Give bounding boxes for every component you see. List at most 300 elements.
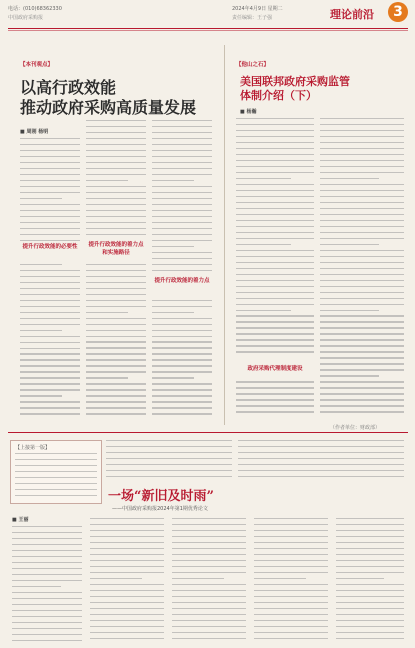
text-line xyxy=(20,138,80,139)
text-line xyxy=(320,184,404,185)
text-line xyxy=(320,321,404,322)
text-line xyxy=(254,542,328,543)
text-line xyxy=(172,608,246,609)
section-title: 理论前沿 xyxy=(330,8,374,21)
text-line xyxy=(15,495,97,496)
text-line xyxy=(86,270,146,271)
text-line xyxy=(336,620,404,621)
text-line xyxy=(152,353,212,354)
bottom-article-subtitle: ——中国政府采购报2024年第1期优秀论文 xyxy=(112,506,208,512)
bottom-column-top xyxy=(106,440,232,480)
text-line xyxy=(320,250,404,251)
left-article-tag: 【本刊观点】 xyxy=(20,62,54,68)
text-line xyxy=(90,536,164,537)
text-line xyxy=(90,614,164,615)
text-line xyxy=(90,554,164,555)
text-line xyxy=(15,453,97,454)
text-line xyxy=(15,489,97,490)
text-line xyxy=(86,389,146,390)
text-line xyxy=(320,357,404,358)
masthead-editor: 责任编辑：王子强 xyxy=(232,15,273,21)
text-line xyxy=(20,270,80,271)
text-line xyxy=(12,556,82,557)
text-line xyxy=(12,532,82,533)
headline-line-1: 以高行政效能 xyxy=(20,78,117,97)
text-line xyxy=(254,572,328,573)
text-line xyxy=(236,244,291,245)
text-line xyxy=(236,411,314,412)
text-line xyxy=(336,542,404,543)
text-line xyxy=(320,363,404,364)
text-line xyxy=(20,395,62,396)
text-line xyxy=(336,632,404,633)
text-block xyxy=(15,453,97,501)
right-column-1 xyxy=(236,118,314,420)
text-line xyxy=(86,306,146,307)
text-line xyxy=(254,602,328,603)
text-line xyxy=(20,318,80,319)
left-article-headline xyxy=(20,78,196,118)
text-line xyxy=(86,330,146,331)
text-line xyxy=(236,250,314,251)
text-line xyxy=(236,232,314,233)
bottom-column-2 xyxy=(90,518,164,642)
text-line xyxy=(152,341,212,342)
text-block xyxy=(236,118,314,417)
text-line xyxy=(86,192,146,193)
text-line xyxy=(86,413,146,414)
text-line xyxy=(236,339,314,340)
text-line xyxy=(152,192,212,193)
text-line xyxy=(254,620,328,621)
text-line xyxy=(12,634,82,635)
text-line xyxy=(12,616,82,617)
right-column-2 xyxy=(320,118,404,420)
text-line xyxy=(236,190,314,191)
text-line xyxy=(152,234,212,235)
text-line xyxy=(152,168,212,169)
text-line xyxy=(320,124,404,125)
text-line xyxy=(152,258,212,259)
text-line xyxy=(90,620,164,621)
text-line xyxy=(106,470,232,471)
text-line xyxy=(12,580,82,581)
text-line xyxy=(236,345,314,346)
text-line xyxy=(20,288,80,289)
text-line xyxy=(336,530,404,531)
text-line xyxy=(236,405,314,406)
text-line xyxy=(15,465,97,466)
text-line xyxy=(86,324,146,325)
text-line xyxy=(20,371,80,372)
text-line xyxy=(152,222,212,223)
text-line xyxy=(20,348,80,349)
text-block xyxy=(106,440,232,480)
text-line xyxy=(20,282,80,283)
text-line xyxy=(320,178,379,179)
text-line xyxy=(86,132,146,133)
text-line xyxy=(236,298,314,299)
text-line xyxy=(20,389,80,390)
text-line xyxy=(236,154,314,155)
masthead-phone: 电话：(010)68362330 xyxy=(8,6,62,12)
text-line xyxy=(152,132,212,133)
text-line xyxy=(236,387,314,388)
left-column-2 xyxy=(86,120,146,420)
text-line xyxy=(320,166,404,167)
text-line xyxy=(152,252,212,253)
text-line xyxy=(172,596,246,597)
text-line xyxy=(90,638,164,639)
text-line xyxy=(236,310,291,311)
text-line xyxy=(336,584,404,585)
text-line xyxy=(86,210,146,211)
text-line xyxy=(320,298,404,299)
text-line xyxy=(90,566,164,567)
text-line xyxy=(254,518,328,519)
text-line xyxy=(20,300,80,301)
bottom-column-1 xyxy=(12,526,82,642)
text-line xyxy=(20,144,80,145)
text-line xyxy=(236,184,314,185)
text-line xyxy=(336,572,404,573)
text-line xyxy=(86,264,146,265)
text-line xyxy=(336,608,404,609)
left-column-1 xyxy=(20,138,80,420)
text-line xyxy=(236,172,314,173)
text-line xyxy=(236,148,314,149)
text-line xyxy=(236,196,314,197)
text-line xyxy=(20,216,80,217)
text-line xyxy=(254,578,306,579)
text-line xyxy=(336,554,404,555)
text-line xyxy=(236,381,314,382)
text-line xyxy=(86,138,146,139)
text-line xyxy=(254,596,328,597)
text-line xyxy=(20,336,80,337)
text-line xyxy=(20,359,80,360)
text-line xyxy=(86,353,146,354)
left-column-3 xyxy=(152,120,212,420)
text-line xyxy=(236,256,314,257)
right-article-title xyxy=(240,75,400,103)
text-line xyxy=(172,542,246,543)
text-line xyxy=(86,168,146,169)
text-line xyxy=(320,399,404,400)
text-line xyxy=(236,214,314,215)
text-line xyxy=(238,446,404,447)
subhead: 提升行政效能的必要性 xyxy=(22,244,78,250)
text-line xyxy=(12,604,82,605)
header-rule-thin xyxy=(8,30,408,31)
text-line xyxy=(336,536,404,537)
text-line xyxy=(172,578,224,579)
text-line xyxy=(172,554,246,555)
text-line xyxy=(152,156,212,157)
text-line xyxy=(336,578,384,579)
text-line xyxy=(90,518,164,519)
text-line xyxy=(152,240,212,241)
text-line xyxy=(336,602,404,603)
text-line xyxy=(152,347,212,348)
continued-box xyxy=(10,440,102,504)
bottom-column-5 xyxy=(336,518,404,642)
text-line xyxy=(86,318,146,319)
header-rule xyxy=(8,28,408,29)
text-line xyxy=(172,548,246,549)
text-line xyxy=(336,566,404,567)
text-line xyxy=(86,336,146,337)
text-line xyxy=(20,407,80,408)
text-line xyxy=(20,162,80,163)
text-line xyxy=(336,560,404,561)
text-line xyxy=(152,371,212,372)
text-line xyxy=(236,351,314,352)
text-line xyxy=(320,214,404,215)
text-line xyxy=(172,632,246,633)
text-line xyxy=(238,440,404,441)
text-line xyxy=(86,300,146,301)
text-line xyxy=(320,333,404,334)
text-line xyxy=(320,315,404,316)
text-line xyxy=(236,286,314,287)
text-line xyxy=(152,180,194,181)
text-line xyxy=(236,321,314,322)
text-line xyxy=(320,345,404,346)
text-line xyxy=(254,524,328,525)
right-article-tag: 【他山之石】 xyxy=(236,62,270,68)
text-line xyxy=(320,387,404,388)
text-line xyxy=(172,530,246,531)
text-line xyxy=(152,198,212,199)
text-line xyxy=(172,524,246,525)
text-line xyxy=(152,246,194,247)
text-line xyxy=(152,312,194,313)
text-line xyxy=(320,196,404,197)
text-line xyxy=(320,232,404,233)
text-line xyxy=(20,413,80,414)
text-line xyxy=(236,130,314,131)
headline-line-2: 推动政府采购高质量发展 xyxy=(20,98,197,117)
text-line xyxy=(320,262,404,263)
text-line xyxy=(320,393,404,394)
text-line xyxy=(90,572,164,573)
text-line xyxy=(90,584,164,585)
text-line xyxy=(12,574,82,575)
left-article-author: ■ 周刚 杨明 xyxy=(20,129,49,135)
text-line xyxy=(320,369,404,370)
text-line xyxy=(86,162,146,163)
text-line xyxy=(90,524,164,525)
text-line xyxy=(152,395,212,396)
text-line xyxy=(86,341,146,342)
page-number-badge: 3 xyxy=(388,2,408,22)
text-line xyxy=(152,336,212,337)
column-divider xyxy=(224,45,225,425)
text-line xyxy=(238,464,404,465)
text-line xyxy=(15,477,97,478)
text-line xyxy=(20,210,80,211)
subhead: 提升行政效能的着力点和实施路径 xyxy=(88,242,144,256)
text-line xyxy=(20,204,80,205)
text-line xyxy=(90,530,164,531)
text-line xyxy=(20,264,62,265)
text-line xyxy=(236,160,314,161)
text-line xyxy=(152,359,212,360)
masthead-paper-name: 中国政府采购报 xyxy=(8,15,44,21)
text-line xyxy=(86,156,146,157)
text-line xyxy=(90,632,164,633)
text-line xyxy=(86,312,128,313)
text-line xyxy=(86,383,146,384)
text-line xyxy=(172,518,246,519)
bottom-article-author: ■ 王丽 xyxy=(12,517,29,523)
text-line xyxy=(20,306,80,307)
text-line xyxy=(86,282,146,283)
text-line xyxy=(12,610,82,611)
text-line xyxy=(172,620,246,621)
text-line xyxy=(236,142,314,143)
text-line xyxy=(320,327,404,328)
text-line xyxy=(320,310,379,311)
text-line xyxy=(86,401,146,402)
text-line xyxy=(152,264,212,265)
text-line xyxy=(172,584,246,585)
text-line xyxy=(254,554,328,555)
text-block xyxy=(152,120,212,419)
text-line xyxy=(90,626,164,627)
text-line xyxy=(320,375,379,376)
text-line xyxy=(20,174,80,175)
text-line xyxy=(172,614,246,615)
text-line xyxy=(320,130,404,131)
text-line xyxy=(152,126,212,127)
text-line xyxy=(152,186,212,187)
text-line xyxy=(152,162,212,163)
text-line xyxy=(236,268,314,269)
text-line xyxy=(320,190,404,191)
text-line xyxy=(90,596,164,597)
text-line xyxy=(86,288,146,289)
text-block xyxy=(238,440,404,480)
text-line xyxy=(106,446,232,447)
right-article-source: （作者单位：财政部） xyxy=(330,425,381,431)
text-line xyxy=(254,536,328,537)
text-line xyxy=(320,208,404,209)
text-line xyxy=(236,220,314,221)
text-line xyxy=(254,548,328,549)
text-line xyxy=(12,592,82,593)
text-line xyxy=(172,566,246,567)
text-line xyxy=(20,156,80,157)
text-line xyxy=(236,262,314,263)
text-line xyxy=(320,304,404,305)
text-line xyxy=(152,407,212,408)
text-line xyxy=(320,411,404,412)
text-line xyxy=(12,544,82,545)
text-line xyxy=(254,530,328,531)
text-line xyxy=(236,304,314,305)
text-block xyxy=(336,518,404,642)
text-line xyxy=(86,222,146,223)
text-line xyxy=(152,216,212,217)
text-line xyxy=(86,204,146,205)
bottom-article-title: 一场“新旧及时雨” xyxy=(108,489,214,504)
text-line xyxy=(12,640,82,641)
text-line xyxy=(86,407,146,408)
text-line xyxy=(12,628,82,629)
text-line xyxy=(106,440,232,441)
subhead: 提升行政效能的着力点 xyxy=(154,278,210,284)
text-line xyxy=(320,286,404,287)
text-line xyxy=(320,148,404,149)
text-line xyxy=(320,244,379,245)
text-line xyxy=(172,626,246,627)
text-line xyxy=(86,198,146,199)
text-block xyxy=(90,518,164,642)
text-line xyxy=(254,626,328,627)
text-line xyxy=(320,280,404,281)
text-line xyxy=(20,383,80,384)
text-line xyxy=(152,150,212,151)
text-line xyxy=(254,638,328,639)
text-line xyxy=(152,138,212,139)
text-line xyxy=(152,120,212,121)
text-line xyxy=(86,377,128,378)
text-line xyxy=(86,174,146,175)
section-rule xyxy=(8,432,408,433)
text-line xyxy=(152,300,212,301)
text-line xyxy=(320,351,404,352)
text-line xyxy=(15,459,97,460)
text-line xyxy=(172,536,246,537)
text-line xyxy=(238,452,404,453)
text-line xyxy=(86,294,146,295)
text-line xyxy=(254,590,328,591)
text-line xyxy=(90,608,164,609)
text-line xyxy=(90,578,142,579)
text-line xyxy=(90,602,164,603)
text-line xyxy=(172,638,246,639)
text-line xyxy=(320,256,404,257)
text-line xyxy=(12,538,82,539)
text-line xyxy=(152,228,212,229)
text-line xyxy=(236,136,314,137)
text-block xyxy=(172,518,246,642)
text-line xyxy=(254,584,328,585)
text-line xyxy=(90,542,164,543)
text-line xyxy=(12,562,82,563)
text-line xyxy=(320,118,404,119)
text-line xyxy=(86,359,146,360)
text-line xyxy=(106,452,232,453)
text-line xyxy=(20,180,80,181)
text-line xyxy=(15,483,97,484)
text-line xyxy=(86,365,146,366)
text-line xyxy=(320,339,404,340)
text-line xyxy=(236,166,314,167)
text-line xyxy=(236,178,291,179)
text-line xyxy=(20,377,80,378)
text-line xyxy=(254,560,328,561)
text-line xyxy=(320,136,404,137)
title-line-1: 美国联邦政府采购监管 xyxy=(240,75,350,88)
text-line xyxy=(106,464,232,465)
text-line xyxy=(236,280,314,281)
text-line xyxy=(152,174,212,175)
text-line xyxy=(254,608,328,609)
text-block xyxy=(20,138,80,419)
